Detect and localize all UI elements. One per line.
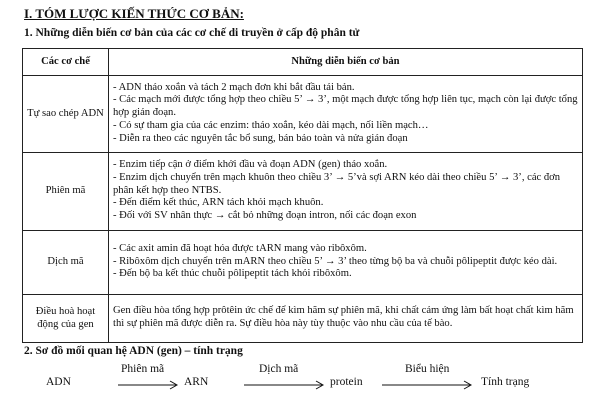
- event-line: - ADN tháo xoắn và tách 2 mạch đơn khi bắt đầu tái bản.: [113, 81, 355, 93]
- events-cell: [109, 295, 583, 343]
- main-heading: I. TÓM LƯỢC KIẾN THỨC CƠ BẢN:: [24, 6, 244, 21]
- event-line: - Có sự tham gia của các enzim: tháo xoắn, kéo dài mạch, nối liền mạch…: [113, 119, 429, 131]
- header-events: Những diễn biến cơ bản: [109, 49, 583, 76]
- event-line: - Đối với SV nhân thực → cắt bỏ những đoạn intron, nối các đoạn exon: [113, 210, 417, 222]
- event-line: - Enzim tiếp cận ở điểm khởi đầu và đoạn ADN (gen) tháo xoắn.: [113, 159, 388, 170]
- node-rna: ARN: [184, 376, 209, 388]
- section-1-title: 1. Những diễn biến cơ bản của các cơ chế di truyền ở cấp độ phân tử: [24, 27, 360, 39]
- mechanism-cell: Điều hoà hoạt động của gen: [23, 295, 109, 343]
- gene-trait-diagram: [0, 362, 600, 398]
- node-dna: ADN: [46, 376, 71, 388]
- section-2-title: 2. Sơ đồ mối quan hệ ADN (gen) – tính trạng: [24, 345, 243, 357]
- mechanisms-table: [22, 48, 583, 343]
- event-line: - Enzim dịch chuyển trên mạch khuôn theo chiều 3’ → 5’và sợi ARN kéo dài theo chiều 5’ → 3’, các đơn phân kết hợp theo NTBS.: [113, 171, 561, 196]
- event-line: - Đến bộ ba kết thúc chuỗi pôlipeptit tách khỏi ribôxôm.: [113, 268, 352, 280]
- table-row-replication: [23, 76, 583, 153]
- event-line: - Các mạch mới được tổng hợp theo chiều 5’ → 3’, một mạch được tổng hợp liên tục, mạch còn lại được tổng hợp gián đoạn.: [113, 94, 578, 119]
- node-trait: Tính trạng: [481, 376, 530, 388]
- event-line: - Diễn ra theo các nguyên tắc bổ sung, bán bảo toàn và nửa gián đoạn: [113, 132, 408, 144]
- mechanism-cell: Dịch mã: [23, 231, 109, 295]
- table-header-row: [23, 49, 583, 76]
- table-row-translation: [23, 231, 583, 295]
- events-cell: [109, 231, 583, 295]
- arrow-label-translation: Dịch mã: [259, 363, 299, 375]
- mechanism-cell: Phiên mã: [23, 153, 109, 231]
- mechanism-cell: Tự sao chép ADN: [23, 76, 109, 153]
- arrow-label-transcription: Phiên mã: [121, 363, 165, 375]
- header-mechanisms: Các cơ chế: [23, 49, 109, 76]
- table-row-transcription: [23, 153, 583, 231]
- arrow-label-expression: Biểu hiện: [405, 363, 450, 375]
- events-cell: [109, 153, 583, 231]
- events-cell: [109, 76, 583, 153]
- event-line: - Ribôxôm dịch chuyển trên mARN theo chiều 5’ → 3’ theo từng bộ ba và chuỗi pôlipeptit được kéo dài.: [113, 255, 558, 267]
- event-line: - Các axit amin đã hoạt hóa được tARN mang vào ribôxôm.: [113, 242, 367, 254]
- node-protein: protein: [330, 376, 363, 388]
- event-line: - Đến điểm kết thúc, ARN tách khỏi mạch khuôn.: [113, 197, 324, 209]
- event-line: Gen điều hòa tổng hợp prôtêin ức chế để kìm hãm sự phiên mã, khi chất cảm ứng làm bất hoạt chất kìm hãm thì sự phiên mã được diễn ra. Sự điều hòa này tùy thuộc vào nhu cầu của tế bào.: [113, 305, 574, 329]
- table-row-regulation: [23, 295, 583, 343]
